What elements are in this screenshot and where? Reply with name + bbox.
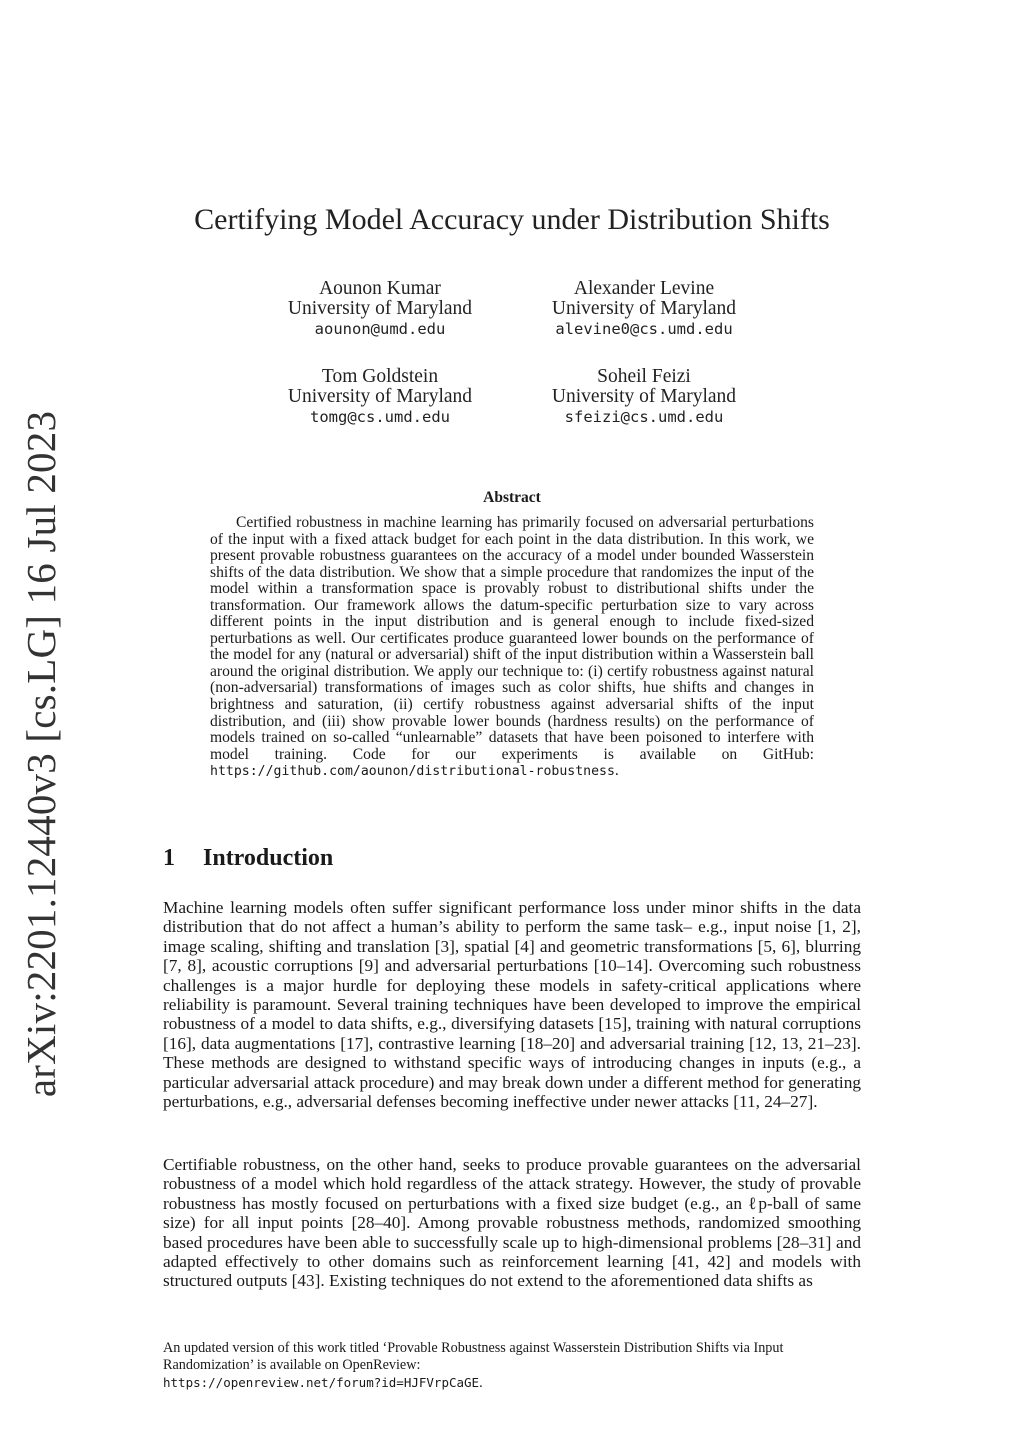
- author-name: Alexander Levine: [573, 278, 715, 299]
- author-email: aounon@umd.edu: [314, 320, 446, 338]
- openreview-link[interactable]: https://openreview.net/forum?id=HJFVrpCaGE: [163, 1375, 480, 1390]
- author-name: Aounon Kumar: [319, 278, 441, 299]
- section-heading: [163, 845, 333, 872]
- author-email: alevine0@cs.umd.edu: [555, 320, 733, 338]
- arxiv-identifier-text: arXiv:2201.12440v3 [cs.LG] 16 Jul 2023: [18, 410, 64, 1098]
- author-email: tomg@cs.umd.edu: [310, 408, 450, 426]
- abstract-body: Certified robustness in machine learning has primarily focused on adversarial perturbations of the input with a fixed attack budget for each point in the data distribution. In this work, we present provable robustness guarantees on the accuracy of a model under bounded Wasserstein shifts of the data distribution. We show that a simple procedure that randomizes the input of the model within a transformation space is provably robust to distributional shifts under the transformation. Our framework allows the datum-specific perturbation size to vary across different points in the input distribution and is general enough to include fixed-sized perturbations as well. Our certificates produce guaranteed lower bounds on the performance of the model for any (natural or adversarial) shift of the input distribution within a Wasserstein ball around the original distribution. We apply our technique to: (i) certify robustness against natural (non-adversarial) transformations of images such as color shifts, hue shifts and changes in brightness and saturation, (ii) certify robustness against adversarial shifts of the input distribution, and (iii) show provable lower bounds (hardness results) on the performance of models trained on so-called “unlearnable” datasets that have been poisoned to interfere with model training. Code for our experiments is available on GitHub:: [210, 514, 814, 763]
- author-name: Tom Goldstein: [321, 366, 439, 387]
- paper-title: Certifying Model Accuracy under Distribution Shifts: [194, 203, 830, 236]
- author-email: sfeizi@cs.umd.edu: [564, 408, 724, 426]
- section-number: 1: [163, 845, 175, 871]
- author-affiliation: University of Maryland: [287, 386, 473, 407]
- section-title: Introduction: [203, 845, 334, 871]
- author-block: [250, 279, 510, 339]
- arxiv-identifier-stamp: [8, 410, 74, 1098]
- author-block: [514, 279, 774, 339]
- intro-paragraph: Machine learning models often suffer significant performance loss under minor shifts in the data distribution that do not affect a human’s ability to perform the same task– e.g., input noise [1, 2], image scaling, shifting and translation [3], spatial [4] and geometric transformations [5, 6], blurring [7, 8], acoustic corruptions [9] and adversarial perturbations [10–14]. Overcoming such robustness challenges is a major hurdle for deploying these models in safety-critical applications where reliability is paramount. Several training techniques have been developed to improve the empirical robustness of a model to data shifts, e.g., diversifying datasets [15], training with natural corruptions [16], data augmentations [17], contrastive learning [18–20] and adversarial training [12, 13, 21–23]. These methods are designed to withstand specific ways of introducing changes in inputs (e.g., a particular adversarial attack procedure) and may break down under a different method for generating perturbations, e.g., adversarial defenses becoming ineffective under newer attacks [11, 24–27].: [163, 898, 861, 1112]
- footnote: [163, 1340, 861, 1392]
- author-affiliation: University of Maryland: [287, 298, 473, 319]
- author-affiliation: University of Maryland: [551, 298, 737, 319]
- abstract-end-punct: .: [614, 762, 619, 780]
- footnote-text: An updated version of this work titled ‘Provable Robustness against Wasserstein Distribution Shifts via Input Randomization’ is available on OpenReview:: [163, 1340, 784, 1373]
- author-name: Soheil Feizi: [597, 366, 691, 387]
- abstract-heading: Abstract: [483, 489, 541, 506]
- author-block: [514, 367, 774, 427]
- abstract-text: [210, 515, 814, 781]
- footnote-end-punct: .: [479, 1375, 483, 1391]
- github-link[interactable]: https://github.com/aounon/distributional-robustness: [210, 764, 615, 780]
- author-affiliation: University of Maryland: [551, 386, 737, 407]
- intro-paragraph: Certifiable robustness, on the other hand, seeks to produce provable guarantees on the adversarial robustness of a model which hold regardless of the attack strategy. However, the study of provable robustness has mostly focused on perturbations with a fixed size budget (e.g., an ℓp-ball of same size) for all input points [28–40]. Among provable robustness methods, randomized smoothing based procedures have been able to successfully scale up to high-dimensional problems [28–31] and adapted effectively to other domains such as reinforcement learning [41, 42] and models with structured outputs [43]. Existing techniques do not extend to the aforementioned data shifts as: [163, 1155, 861, 1291]
- author-block: [250, 367, 510, 427]
